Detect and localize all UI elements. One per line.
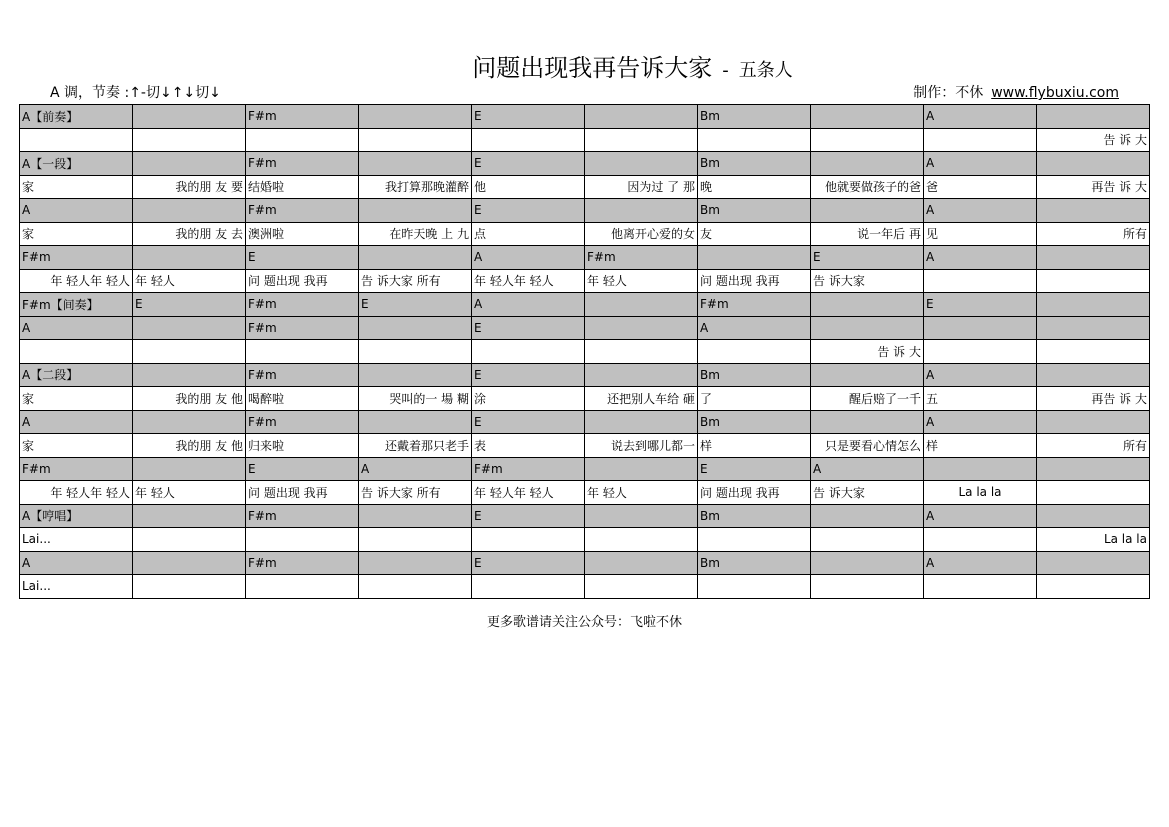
chord-cell: A bbox=[924, 410, 1037, 434]
chord-cell: F#m bbox=[20, 246, 133, 270]
lyric-cell: 问 题出现 我再 bbox=[698, 481, 811, 505]
chord-cell bbox=[585, 199, 698, 223]
lyric-cell bbox=[924, 575, 1037, 599]
chord-cell: F#m bbox=[246, 551, 359, 575]
chord-cell: A bbox=[924, 199, 1037, 223]
chord-cell: A bbox=[472, 293, 585, 317]
chord-cell: Bm bbox=[698, 199, 811, 223]
lyric-cell bbox=[246, 340, 359, 364]
chord-cell: A【前奏】 bbox=[20, 105, 133, 129]
lyric-row bbox=[20, 128, 1150, 152]
lyric-cell bbox=[1037, 575, 1150, 599]
chord-cell bbox=[585, 504, 698, 528]
chord-cell: F#m bbox=[246, 316, 359, 340]
key-rhythm: A 调，节奏 :↑-切↓↑↓切↓ bbox=[50, 85, 221, 101]
lyric-cell: 哭叫的一 場 糊 bbox=[359, 387, 472, 411]
chord-cell: A bbox=[924, 105, 1037, 129]
chord-cell: E bbox=[472, 152, 585, 176]
chord-cell: F#m bbox=[246, 152, 359, 176]
lyric-cell bbox=[698, 575, 811, 599]
chord-cell: E bbox=[472, 363, 585, 387]
lyric-cell: 告 诉 大 bbox=[1037, 128, 1150, 152]
lyric-cell: 他离开心爱的女 bbox=[585, 222, 698, 246]
lyric-cell: 家 bbox=[20, 387, 133, 411]
lyric-cell: 年 轻人 bbox=[133, 269, 246, 293]
lyric-cell: 结婚啦 bbox=[246, 175, 359, 199]
title-separator: - bbox=[722, 60, 729, 81]
chord-cell: F#m bbox=[472, 457, 585, 481]
lyric-cell bbox=[811, 575, 924, 599]
lyric-cell: 我打算那晚灌醉 bbox=[359, 175, 472, 199]
lyric-cell bbox=[585, 575, 698, 599]
lyric-cell bbox=[924, 128, 1037, 152]
chord-cell: F#m【间奏】 bbox=[20, 293, 133, 317]
lyric-row bbox=[20, 222, 1150, 246]
lyric-cell: 告 诉大家 所有 bbox=[359, 481, 472, 505]
chord-cell: A bbox=[924, 551, 1037, 575]
lyric-cell: 说去到哪儿都一 bbox=[585, 434, 698, 458]
lyric-cell: 只是要看心情怎么 bbox=[811, 434, 924, 458]
lyric-cell: 告 诉大家 bbox=[811, 481, 924, 505]
chord-cell bbox=[811, 105, 924, 129]
chord-cell: A bbox=[20, 199, 133, 223]
lyric-cell: 家 bbox=[20, 175, 133, 199]
chord-cell bbox=[811, 551, 924, 575]
chord-row bbox=[20, 246, 1150, 270]
lyric-cell: 五 bbox=[924, 387, 1037, 411]
chord-row bbox=[20, 105, 1150, 129]
chord-cell: A【哼唱】 bbox=[20, 504, 133, 528]
lyric-cell: 说一年后 再 bbox=[811, 222, 924, 246]
chord-cell bbox=[359, 105, 472, 129]
lyric-cell bbox=[133, 340, 246, 364]
lyric-cell: 家 bbox=[20, 222, 133, 246]
chord-cell: A bbox=[811, 457, 924, 481]
chord-cell bbox=[1037, 410, 1150, 434]
chord-cell bbox=[585, 457, 698, 481]
chord-cell bbox=[133, 504, 246, 528]
chord-row bbox=[20, 457, 1150, 481]
chord-cell: A bbox=[472, 246, 585, 270]
footer-note: 更多歌谱请关注公众号：飞啦不休 bbox=[486, 615, 682, 630]
chord-cell bbox=[585, 105, 698, 129]
chord-cell bbox=[1037, 246, 1150, 270]
lyric-cell: 样 bbox=[698, 434, 811, 458]
lyric-cell: 年 轻人年 轻人 bbox=[20, 481, 133, 505]
lyric-cell: 点 bbox=[472, 222, 585, 246]
lyric-cell: 他 bbox=[472, 175, 585, 199]
lyric-cell: 年 轻人年 轻人 bbox=[472, 481, 585, 505]
chord-cell: F#m bbox=[246, 105, 359, 129]
lyric-cell: 喝醉啦 bbox=[246, 387, 359, 411]
chord-cell: A bbox=[924, 363, 1037, 387]
lyric-cell bbox=[1037, 340, 1150, 364]
chord-cell bbox=[133, 551, 246, 575]
lyric-cell: 告 诉 大 bbox=[811, 340, 924, 364]
chord-cell bbox=[359, 199, 472, 223]
lyric-cell: 年 轻人 bbox=[585, 481, 698, 505]
lyric-cell: 在昨天晚 上 九 bbox=[359, 222, 472, 246]
lyric-cell: 问 题出现 我再 bbox=[698, 269, 811, 293]
lyric-cell bbox=[359, 340, 472, 364]
chord-row bbox=[20, 293, 1150, 317]
chord-cell: A【二段】 bbox=[20, 363, 133, 387]
lyric-cell: 再告 诉 大 bbox=[1037, 387, 1150, 411]
lyric-cell bbox=[472, 575, 585, 599]
lyric-cell bbox=[924, 340, 1037, 364]
lyric-cell bbox=[811, 128, 924, 152]
lyric-cell bbox=[811, 528, 924, 552]
chord-cell: F#m bbox=[246, 410, 359, 434]
lyric-cell: 我的朋 友 去 bbox=[133, 222, 246, 246]
chord-row bbox=[20, 316, 1150, 340]
credit-line bbox=[913, 82, 1119, 102]
chord-cell: A【一段】 bbox=[20, 152, 133, 176]
lyric-cell: 所有 bbox=[1037, 222, 1150, 246]
chord-cell bbox=[359, 152, 472, 176]
chord-cell: A bbox=[924, 246, 1037, 270]
lyric-cell bbox=[698, 340, 811, 364]
chord-row bbox=[20, 410, 1150, 434]
lyric-cell: 样 bbox=[924, 434, 1037, 458]
chord-cell: Bm bbox=[698, 363, 811, 387]
chord-cell bbox=[1037, 457, 1150, 481]
chord-cell: A bbox=[698, 316, 811, 340]
chord-cell bbox=[924, 457, 1037, 481]
chord-cell: F#m bbox=[246, 363, 359, 387]
chord-cell: A bbox=[924, 504, 1037, 528]
chord-cell bbox=[811, 152, 924, 176]
chord-cell bbox=[1037, 105, 1150, 129]
chord-cell: F#m bbox=[246, 199, 359, 223]
chord-cell bbox=[359, 316, 472, 340]
lyric-cell bbox=[585, 528, 698, 552]
chord-cell bbox=[133, 105, 246, 129]
chord-cell: Bm bbox=[698, 410, 811, 434]
lyric-cell: 我的朋 友 他 bbox=[133, 387, 246, 411]
lyric-cell bbox=[472, 128, 585, 152]
chord-cell: E bbox=[472, 410, 585, 434]
lyric-cell: 他就要做孩子的爸 bbox=[811, 175, 924, 199]
chord-cell bbox=[359, 410, 472, 434]
chord-cell: A bbox=[359, 457, 472, 481]
lyric-cell: 友 bbox=[698, 222, 811, 246]
lyric-cell: 醒后赔了一千 bbox=[811, 387, 924, 411]
chord-cell: Bm bbox=[698, 105, 811, 129]
credit-text: 制作：不休 bbox=[913, 85, 984, 101]
lyric-cell bbox=[472, 528, 585, 552]
chord-cell: A bbox=[20, 551, 133, 575]
chord-cell: A bbox=[20, 410, 133, 434]
lyric-cell bbox=[924, 528, 1037, 552]
chord-lyric-sheet bbox=[19, 104, 1150, 599]
chord-cell: E bbox=[698, 457, 811, 481]
lyric-cell: La la la bbox=[924, 481, 1037, 505]
lyric-cell bbox=[698, 528, 811, 552]
chord-cell bbox=[811, 363, 924, 387]
chord-cell bbox=[698, 246, 811, 270]
lyric-cell: 见 bbox=[924, 222, 1037, 246]
lyric-cell bbox=[698, 128, 811, 152]
chord-cell bbox=[811, 199, 924, 223]
lyric-cell: 家 bbox=[20, 434, 133, 458]
lyric-cell: 涂 bbox=[472, 387, 585, 411]
lyric-cell: 因为过 了 那 bbox=[585, 175, 698, 199]
lyric-cell bbox=[133, 575, 246, 599]
lyric-cell: 告 诉大家 bbox=[811, 269, 924, 293]
chord-cell: A bbox=[20, 316, 133, 340]
song-title: 问题出现我再告诉大家 bbox=[472, 54, 713, 82]
chord-cell bbox=[1037, 504, 1150, 528]
chord-cell: E bbox=[811, 246, 924, 270]
chord-cell bbox=[1037, 293, 1150, 317]
lyric-cell: 年 轻人 bbox=[585, 269, 698, 293]
chord-cell bbox=[133, 363, 246, 387]
lyric-row bbox=[20, 575, 1150, 599]
chord-cell: F#m bbox=[585, 246, 698, 270]
lyric-cell: 再告 诉 大 bbox=[1037, 175, 1150, 199]
lyric-row bbox=[20, 434, 1150, 458]
chord-cell: Bm bbox=[698, 152, 811, 176]
lyric-cell bbox=[133, 128, 246, 152]
lyric-cell bbox=[359, 528, 472, 552]
chord-cell bbox=[133, 152, 246, 176]
lyric-cell: 我的朋 友 他 bbox=[133, 434, 246, 458]
lyric-cell: 我的朋 友 要 bbox=[133, 175, 246, 199]
lyric-cell bbox=[246, 128, 359, 152]
chord-cell bbox=[1037, 316, 1150, 340]
lyric-cell: 年 轻人年 轻人 bbox=[20, 269, 133, 293]
lyric-row bbox=[20, 340, 1150, 364]
lyric-cell bbox=[246, 575, 359, 599]
lyric-cell bbox=[359, 575, 472, 599]
chord-row bbox=[20, 504, 1150, 528]
chord-cell bbox=[359, 551, 472, 575]
chord-cell bbox=[924, 316, 1037, 340]
chord-cell: E bbox=[359, 293, 472, 317]
chord-cell bbox=[133, 316, 246, 340]
lyric-row bbox=[20, 387, 1150, 411]
lyric-cell bbox=[1037, 269, 1150, 293]
lyric-cell bbox=[20, 128, 133, 152]
lyric-cell: 还戴着那只老手 bbox=[359, 434, 472, 458]
chord-cell: E bbox=[472, 316, 585, 340]
website-link[interactable]: www.flybuxiu.com bbox=[991, 85, 1119, 101]
lyric-cell: 问 题出现 我再 bbox=[246, 481, 359, 505]
lyric-cell: 告 诉大家 所有 bbox=[359, 269, 472, 293]
chord-cell: Bm bbox=[698, 551, 811, 575]
lyric-cell: 爸 bbox=[924, 175, 1037, 199]
lyric-row bbox=[20, 528, 1150, 552]
chord-cell bbox=[359, 504, 472, 528]
chord-cell bbox=[585, 316, 698, 340]
artist-name: 五条人 bbox=[738, 60, 793, 81]
chord-cell bbox=[1037, 199, 1150, 223]
chord-cell bbox=[133, 246, 246, 270]
lyric-cell bbox=[585, 128, 698, 152]
lyric-cell: 问 题出现 我再 bbox=[246, 269, 359, 293]
chord-cell bbox=[359, 246, 472, 270]
chord-cell bbox=[585, 152, 698, 176]
chord-cell bbox=[133, 457, 246, 481]
lyric-cell: 年 轻人年 轻人 bbox=[472, 269, 585, 293]
chord-cell: F#m bbox=[698, 293, 811, 317]
chord-cell bbox=[811, 504, 924, 528]
lyric-cell: 还把别人车给 砸 bbox=[585, 387, 698, 411]
chord-cell: F#m bbox=[246, 504, 359, 528]
lyric-cell: 晚 bbox=[698, 175, 811, 199]
chord-cell: F#m bbox=[20, 457, 133, 481]
lyric-cell: 年 轻人 bbox=[133, 481, 246, 505]
lyric-cell bbox=[924, 269, 1037, 293]
lyric-cell bbox=[472, 340, 585, 364]
chord-cell: E bbox=[472, 199, 585, 223]
chord-cell: F#m bbox=[246, 293, 359, 317]
chord-cell: E bbox=[472, 551, 585, 575]
chord-cell bbox=[811, 316, 924, 340]
chord-cell bbox=[811, 293, 924, 317]
chord-cell bbox=[133, 199, 246, 223]
lyric-cell: 了 bbox=[698, 387, 811, 411]
lyric-row bbox=[20, 269, 1150, 293]
lyric-cell bbox=[20, 340, 133, 364]
chord-cell bbox=[1037, 551, 1150, 575]
chord-cell: E bbox=[246, 457, 359, 481]
song-title-line bbox=[0, 48, 1169, 83]
chord-row bbox=[20, 551, 1150, 575]
chord-cell: Bm bbox=[698, 504, 811, 528]
chord-cell: E bbox=[246, 246, 359, 270]
lyric-cell bbox=[585, 340, 698, 364]
chord-cell: E bbox=[472, 105, 585, 129]
chord-cell bbox=[585, 363, 698, 387]
chord-cell bbox=[811, 410, 924, 434]
chord-cell bbox=[585, 410, 698, 434]
chord-row bbox=[20, 152, 1150, 176]
lyric-cell bbox=[133, 528, 246, 552]
lyric-cell bbox=[246, 528, 359, 552]
lyric-cell: Lai... bbox=[20, 575, 133, 599]
chord-cell bbox=[1037, 152, 1150, 176]
chord-cell bbox=[585, 293, 698, 317]
lyric-cell: 澳洲啦 bbox=[246, 222, 359, 246]
lyric-cell bbox=[359, 128, 472, 152]
chord-cell bbox=[1037, 363, 1150, 387]
lyric-row bbox=[20, 481, 1150, 505]
chord-cell: E bbox=[472, 504, 585, 528]
chord-row bbox=[20, 199, 1150, 223]
lyric-cell: Lai... bbox=[20, 528, 133, 552]
chord-cell: A bbox=[924, 152, 1037, 176]
lyric-row bbox=[20, 175, 1150, 199]
chord-cell bbox=[585, 551, 698, 575]
chord-cell bbox=[133, 410, 246, 434]
lyric-cell: 表 bbox=[472, 434, 585, 458]
chord-cell bbox=[359, 363, 472, 387]
chord-cell: E bbox=[924, 293, 1037, 317]
lyric-cell: 归来啦 bbox=[246, 434, 359, 458]
chord-cell: E bbox=[133, 293, 246, 317]
chord-row bbox=[20, 363, 1150, 387]
lyric-cell: La la la bbox=[1037, 528, 1150, 552]
lyric-cell bbox=[1037, 481, 1150, 505]
lyric-cell: 所有 bbox=[1037, 434, 1150, 458]
